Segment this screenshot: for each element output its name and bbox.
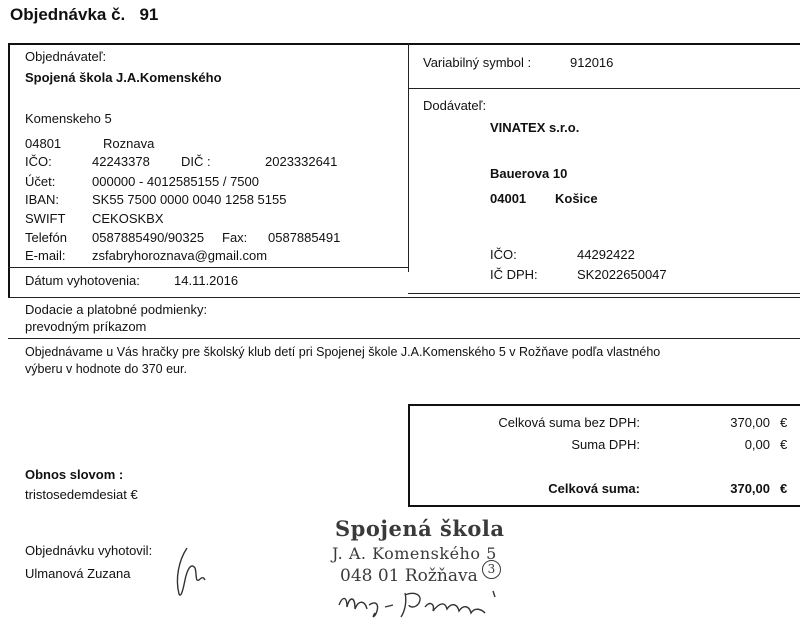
orderer-ico: 42243378 [92, 154, 150, 169]
orderer-fax: 0587885491 [268, 230, 341, 245]
orderer-name: Spojená škola J.A.Komenského [25, 70, 222, 85]
orderer-account: 000000 - 4012585155 / 7500 [92, 174, 259, 189]
order-number: 91 [139, 5, 159, 24]
orderer-city: Roznava [103, 136, 155, 151]
orderer-email: zsfabryhoroznava@gmail.com [92, 248, 268, 263]
orderer-email-label: E-mail: [25, 248, 66, 263]
orderer-iban: SK55 7500 0000 0040 1258 5155 [92, 192, 287, 207]
supplier-ico: 44292422 [577, 247, 635, 262]
description-line-1: Objednávame u Vás hračky pre školský klub detí pri Spojenej škole J.A.Komenského 5 v Rožňave podľa vlastného [25, 345, 661, 359]
terms-bottom-border [8, 338, 800, 339]
orderer-street: Komenskeho 5 [25, 111, 112, 126]
stamp-line-1: Spojená škola [335, 516, 505, 541]
orderer-dic: 2023332641 [265, 154, 338, 169]
orderer-zip: 04801 [25, 136, 62, 151]
stamp-mark: 3 [482, 560, 501, 579]
orderer-phone-label: Telefón [25, 230, 67, 245]
vat-currency: € [780, 437, 788, 452]
orderer-dic-label: DIČ : [181, 154, 211, 169]
created-by-label: Objednávku vyhotovil: [25, 543, 153, 558]
supplier-zip: 04001 [490, 191, 527, 206]
orderer-iban-label: IBAN: [25, 192, 59, 207]
total-currency: € [780, 481, 788, 496]
supplier-name: VINATEX s.r.o. [490, 120, 580, 135]
created-by-value: Ulmanová Zuzana [25, 566, 131, 581]
variable-symbol-value: 912016 [570, 55, 614, 70]
amount-words-label: Obnos slovom : [25, 467, 124, 482]
supplier-street: Bauerova 10 [490, 166, 568, 181]
variable-symbol-label: Variabilný symbol : [423, 55, 532, 70]
amount-words-value: tristosedemdesiat € [25, 487, 138, 502]
orderer-fax-label: Fax: [222, 230, 248, 245]
orderer-swift: CEKOSKBX [92, 211, 164, 226]
signature-created-by [165, 540, 220, 600]
supplier-top-border [408, 88, 800, 89]
orderer-ico-label: IČO: [25, 154, 52, 169]
signature-stamp [335, 583, 525, 623]
issue-date-label: Dátum vyhotovenia: [25, 273, 140, 288]
middle-divider [408, 43, 409, 272]
stamp-line-3: 048 01 Rožňava [340, 566, 478, 586]
totals-top-border [408, 404, 800, 406]
top-border-right [408, 43, 800, 45]
terms-label: Dodacie a platobné podmienky: [25, 302, 208, 317]
description-line-2: výberu v hodnote do 370 eur. [25, 362, 187, 376]
orderer-phone: 0587885490/90325 [92, 230, 205, 245]
totals-left-border [408, 404, 410, 507]
supplier-icdph-label: IČ DPH: [490, 267, 538, 282]
totals-bottom-border [408, 505, 800, 507]
supplier-bottom-border [408, 293, 800, 294]
terms-value: prevodným príkazom [25, 319, 147, 334]
vat-value: 0,00 [744, 437, 770, 452]
total-value: 370,00 [730, 481, 770, 496]
date-top-border [8, 267, 408, 268]
left-border [8, 43, 10, 298]
orderer-account-label: Účet: [25, 174, 56, 189]
total-label: Celková suma: [548, 481, 640, 496]
supplier-label: Dodávateľ: [423, 98, 487, 113]
total-without-vat-label: Celková suma bez DPH: [498, 415, 640, 430]
total-without-vat-currency: € [780, 415, 788, 430]
supplier-icdph: SK2022650047 [577, 267, 667, 282]
orderer-swift-label: SWIFT [25, 211, 66, 226]
supplier-city: Košice [555, 191, 598, 206]
date-bottom-border [8, 297, 800, 298]
stamp-line-2: J. A. Komenského 5 [332, 544, 497, 563]
orderer-label: Objednávateľ: [25, 49, 107, 64]
page-title: Objednávka č. 91 [10, 5, 159, 24]
total-without-vat-value: 370,00 [730, 415, 770, 430]
issue-date-value: 14.11.2016 [174, 273, 239, 288]
vat-label: Suma DPH: [571, 437, 640, 452]
top-border-left [8, 43, 408, 45]
supplier-ico-label: IČO: [490, 247, 517, 262]
